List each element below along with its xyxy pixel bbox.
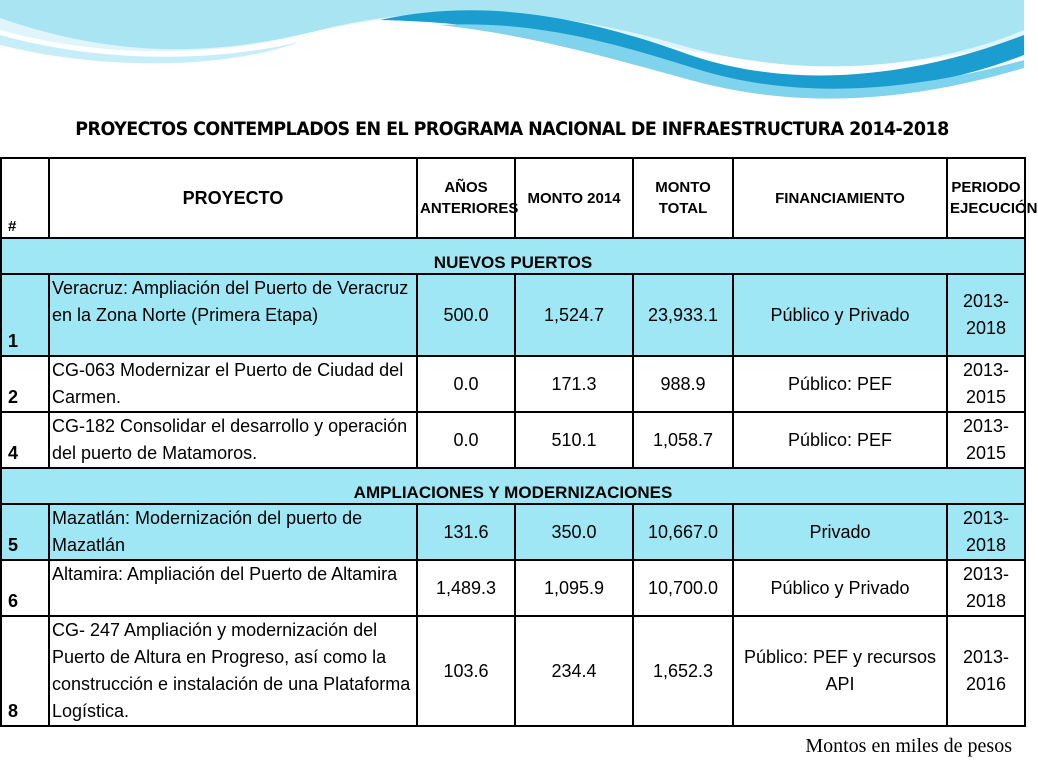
header-periodo: PERIODO EJECUCIÓN xyxy=(947,158,1025,238)
row-anos: 103.6 xyxy=(417,616,515,726)
row-periodo: 2013-2018 xyxy=(947,504,1025,560)
row-proyecto: CG-182 Consolidar el desarrollo y operación del puerto de Matamoros. xyxy=(49,412,417,468)
header-anos-anteriores: AÑOS ANTERIORES xyxy=(417,158,515,238)
row-proyecto: Altamira: Ampliación del Puerto de Altamira xyxy=(49,560,417,616)
row-periodo: 2013-2018 xyxy=(947,560,1025,616)
header-financiamiento: FINANCIAMIENTO xyxy=(733,158,947,238)
table-header-row xyxy=(1,158,1025,238)
row-total: 1,058.7 xyxy=(633,412,733,468)
table-row xyxy=(1,356,1025,412)
projects-table xyxy=(0,157,1038,727)
row-monto2014: 1,524.7 xyxy=(515,274,633,356)
row-monto2014: 1,095.9 xyxy=(515,560,633,616)
row-total: 1,652.3 xyxy=(633,616,733,726)
row-num: 2 xyxy=(1,356,49,412)
row-monto2014: 350.0 xyxy=(515,504,633,560)
header-monto-2014: MONTO 2014 xyxy=(515,158,633,238)
row-financiamiento: Público y Privado xyxy=(733,274,947,356)
row-num: 1 xyxy=(1,274,49,356)
row-total: 988.9 xyxy=(633,356,733,412)
header-proyecto: PROYECTO xyxy=(49,158,417,238)
table-row xyxy=(1,274,1025,356)
amounts-note: Montos en miles de pesos xyxy=(805,735,1012,757)
row-monto2014: 510.1 xyxy=(515,412,633,468)
row-financiamiento: Privado xyxy=(733,504,947,560)
section-row xyxy=(1,468,1025,504)
row-anos: 131.6 xyxy=(417,504,515,560)
section-title: AMPLIACIONES Y MODERNIZACIONES xyxy=(1,468,1025,504)
header-wave-decoration xyxy=(0,0,1024,110)
row-periodo: 2013-2018 xyxy=(947,274,1025,356)
row-proyecto: Veracruz: Ampliación del Puerto de Veracruz en la Zona Norte (Primera Etapa) xyxy=(49,274,417,356)
row-anos: 1,489.3 xyxy=(417,560,515,616)
section-title: NUEVOS PUERTOS xyxy=(1,238,1025,274)
row-financiamiento: Público: PEF xyxy=(733,356,947,412)
row-num: 6 xyxy=(1,560,49,616)
row-num: 8 xyxy=(1,616,49,726)
row-total: 10,667.0 xyxy=(633,504,733,560)
row-proyecto: CG- 247 Ampliación y modernización del Puerto de Altura en Progreso, así como la construcción e instalación de una Plataforma Logística. xyxy=(49,616,417,726)
row-proyecto: CG-063 Modernizar el Puerto de Ciudad del Carmen. xyxy=(49,356,417,412)
table-row xyxy=(1,560,1025,616)
row-financiamiento: Público y Privado xyxy=(733,560,947,616)
table-row xyxy=(1,616,1025,726)
section-row xyxy=(1,238,1025,274)
row-num: 5 xyxy=(1,504,49,560)
row-anos: 0.0 xyxy=(417,412,515,468)
row-financiamiento: Público: PEF y recursos API xyxy=(733,616,947,726)
row-monto2014: 171.3 xyxy=(515,356,633,412)
table-row xyxy=(1,412,1025,468)
row-anos: 500.0 xyxy=(417,274,515,356)
row-periodo: 2013-2015 xyxy=(947,356,1025,412)
row-anos: 0.0 xyxy=(417,356,515,412)
table-row xyxy=(1,504,1025,560)
row-financiamiento: Público: PEF xyxy=(733,412,947,468)
row-proyecto: Mazatlán: Modernización del puerto de Mazatlán xyxy=(49,504,417,560)
header-num: # xyxy=(1,158,49,238)
row-total: 10,700.0 xyxy=(633,560,733,616)
row-num: 4 xyxy=(1,412,49,468)
header-monto-total: MONTO TOTAL xyxy=(633,158,733,238)
row-monto2014: 234.4 xyxy=(515,616,633,726)
row-periodo: 2013-2015 xyxy=(947,412,1025,468)
page-title: PROYECTOS CONTEMPLADOS EN EL PROGRAMA NACIONAL DE INFRAESTRUCTURA 2014-2018 xyxy=(75,118,949,140)
row-periodo: 2013-2016 xyxy=(947,616,1025,726)
row-total: 23,933.1 xyxy=(633,274,733,356)
